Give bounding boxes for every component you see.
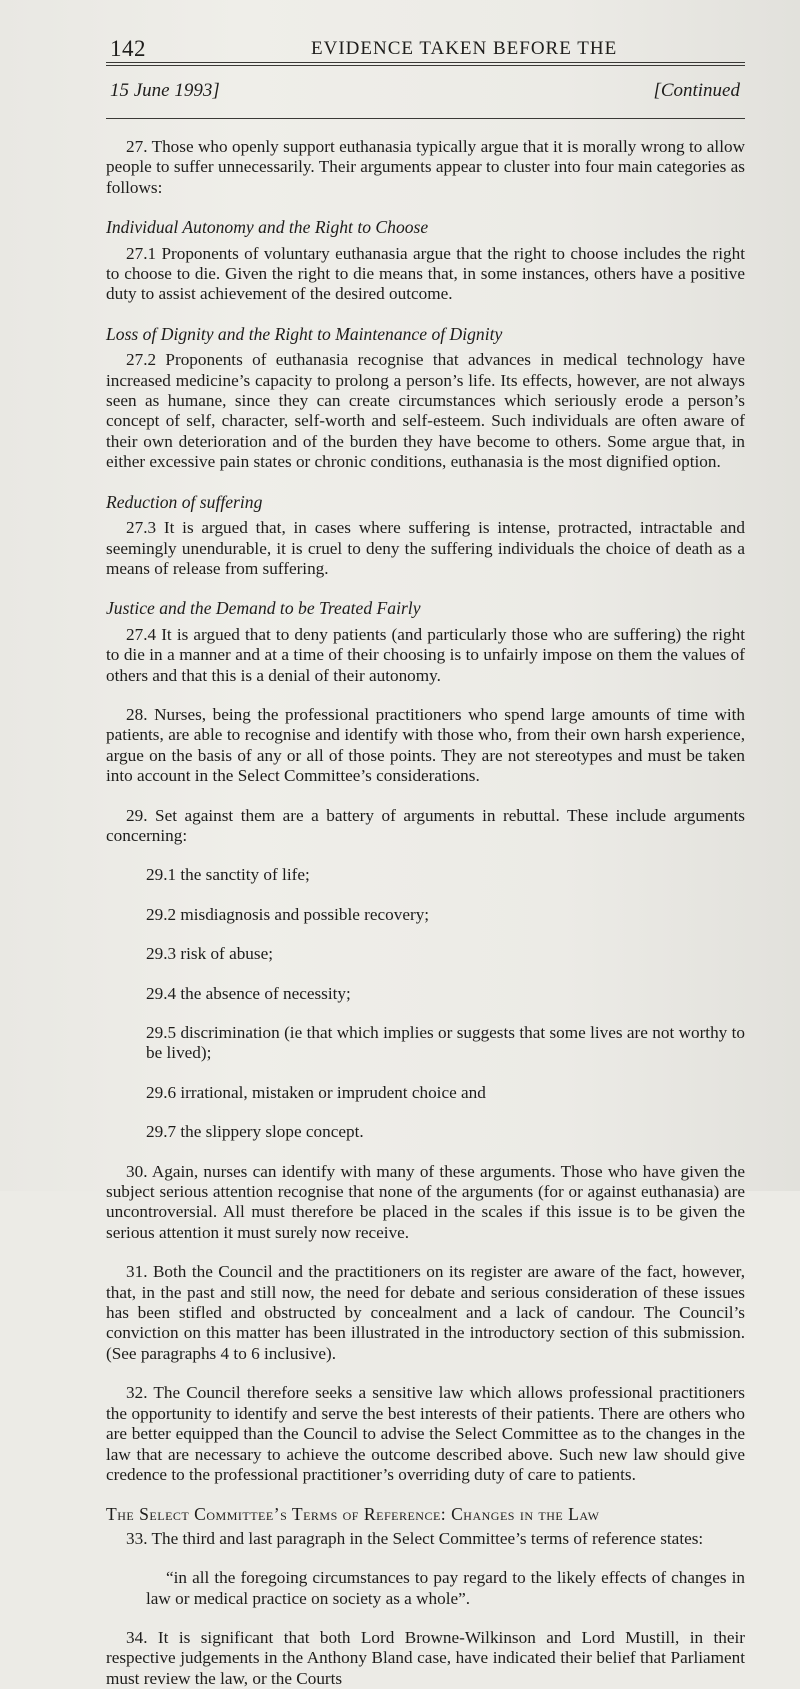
page-header (106, 0, 745, 62)
list-item: 29.2 misdiagnosis and possible recovery; (146, 904, 430, 924)
list-item: 29.6 irrational, mistaken or imprudent choice and (146, 1082, 486, 1102)
running-title: EVIDENCE TAKEN BEFORE THE (311, 38, 618, 59)
list-item: 29.4 the absence of necessity; (146, 983, 351, 1003)
heading-dignity: Loss of Dignity and the Right to Maintenance of Dignity (106, 323, 503, 344)
date-line (106, 66, 745, 118)
list-item: 29.1 the sanctity of life; (146, 865, 310, 885)
heading-terms-of-reference: The Select Committee’s Terms of Reference: Changes in the Law (106, 1504, 600, 1525)
heading-justice: Justice and the Demand to be Treated Fairly (106, 598, 421, 619)
paragraph-28: 28. Nurses, being the professional practitioners who spend large amounts of time with patients, are able to recognise and identify with those who, from their own harsh experience, argue on the basis of any or all of those points. They are not stereotypes and must be taken into account in the Select Committee’s considerations. (106, 704, 745, 786)
paragraph-32: 32. The Council therefore seeks a sensitive law which allows professional practitioners the opportunity to identify and serve the best interests of their patients. There are others who are better equipped than the Council to advise the Select Committee as to the changes in the law that are necessary to achieve the outcome described above. Such new law should give credence to the professional practitioner’s overriding duty of care to patients. (106, 1383, 745, 1484)
paragraph-27-3: 27.3 It is argued that, in cases where suffering is intense, protracted, intractable and seemingly unendurable, it is cruel to deny the suffering individuals the choice of death as a means of release from suffering. (106, 518, 745, 578)
list-item: 29.3 risk of abuse; (146, 944, 273, 964)
paragraph-29: 29. Set against them are a battery of arguments in rebuttal. These include arguments concerning: (106, 805, 745, 845)
heading-autonomy: Individual Autonomy and the Right to Choose (106, 217, 429, 238)
list-item: 29.7 the slippery slope concept. (146, 1122, 364, 1142)
paragraph-27: 27. Those who openly support euthanasia typically argue that it is morally wrong to allow people to suffer unnecessarily. Their arguments appear to cluster into four main categories as follows: (106, 137, 745, 197)
page-number: 142 (110, 36, 146, 61)
paragraph-27-4: 27.4 It is argued that to deny patients (and particularly those who are suffering) the right to die in a manner and at a time of their choosing is to unfairly impose on them the values of others and that this is a denial of their autonomy. (106, 624, 745, 685)
body-text (106, 119, 745, 1689)
list-item: 29.5 discrimination (ie that which implies or suggests that some lives are not worthy to be lived); (146, 1023, 745, 1063)
hearing-date: 15 June 1993] (110, 80, 220, 101)
heading-suffering: Reduction of suffering (106, 491, 263, 512)
paragraph-31: 31. Both the Council and the practitioners on its register are aware of the fact, however, that, in the past and still now, the need for debate and serious consideration of these issues has been stifled and obstructed by concealment and a lack of candour. The Council’s conviction on this matter has been illustrated in the introductory section of this submission. (See paragraphs 4 to 6 inclusive). (106, 1262, 745, 1363)
paragraph-27-1: 27.1 Proponents of voluntary euthanasia argue that the right to choose includes the right to choose to die. Given the right to die means that, in some instances, others have a positive duty to assist achievement of the desired outcome. (106, 243, 745, 304)
rebuttal-list (106, 865, 745, 1142)
continued-label: [Continued (653, 80, 740, 101)
paragraph-34: 34. It is significant that both Lord Browne-Wilkinson and Lord Mustill, in their respective judgements in the Anthony Bland case, have indicated their belief that Parliament must review the law, or the Courts (106, 1627, 745, 1688)
paragraph-30: 30. Again, nurses can identify with many of these arguments. Those who have given the subject serious attention recognise that none of the arguments (for or against euthanasia) are uncontroversial. All must therefore be placed in the scales if this issue is to be given the serious attention it must surely now receive. (106, 1161, 745, 1242)
paragraph-33: 33. The third and last paragraph in the Select Committee’s terms of reference states: (126, 1528, 704, 1548)
terms-quote: “in all the foregoing circumstances to pay regard to the likely effects of changes in law or medical practice on society as a whole”. (146, 1568, 745, 1608)
paragraph-27-2: 27.2 Proponents of euthanasia recognise that advances in medical technology have increased medicine’s capacity to prolong a person’s life. Its effects, however, are not always seen as humane, since they can create circumstances which seriously erode a person’s concept of self, character, self-worth and self-esteem. Such individuals are often aware of their own deterioration and of the burden they have become to others. Some argue that, in either excessive pain states or chronic conditions, euthanasia is the most dignified option. (106, 350, 745, 472)
